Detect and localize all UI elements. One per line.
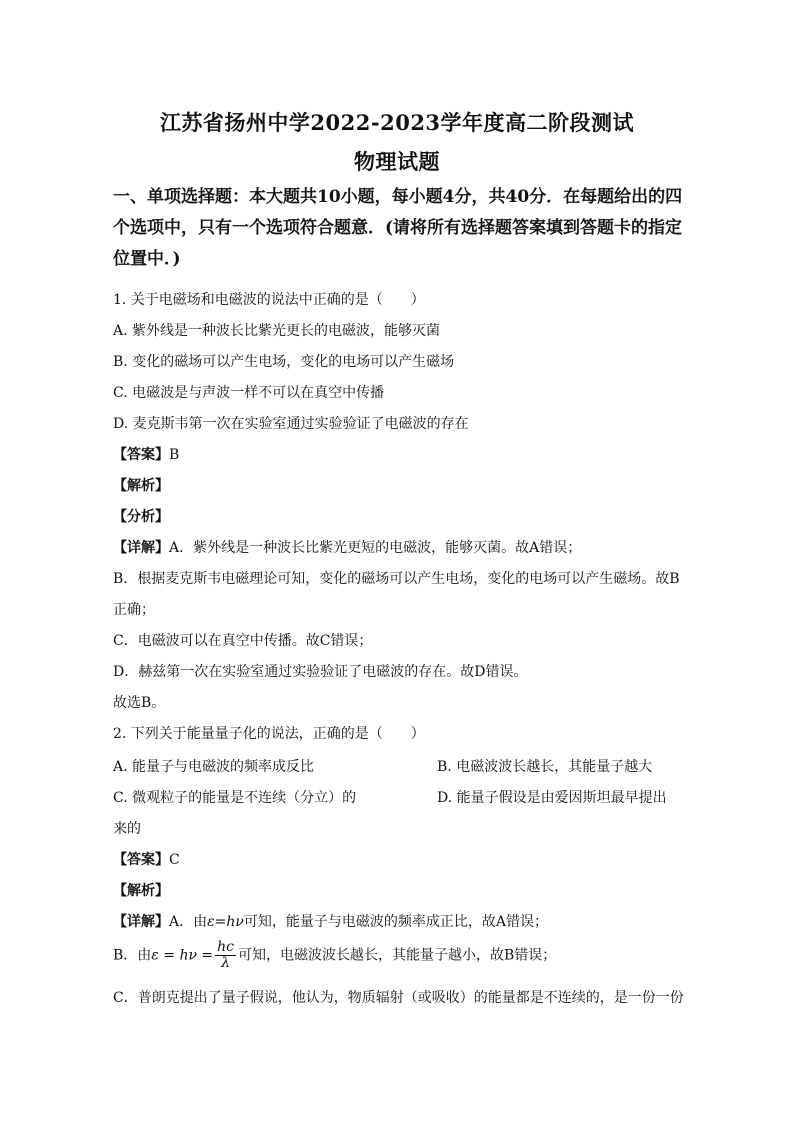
fraction-numerator: hc bbox=[217, 939, 235, 955]
q1-option-d: D. 麦克斯韦第一次在实验室通过实验验证了电磁波的存在 bbox=[113, 416, 469, 432]
q2-option-a: A. 能量子与电磁波的频率成反比 bbox=[113, 759, 315, 775]
q2-detail-b-pre: B．由 bbox=[113, 947, 152, 964]
q2-detail-b-post: 可知，电磁波波长越长，其能量子越小，故B错误； bbox=[238, 947, 557, 964]
q2-detail-c: C．普朗克提出了量子假说，他认为，物质辐射（或吸收）的能量都是不连续的，是一份一份 bbox=[113, 990, 684, 1006]
q1-detail-a bbox=[113, 537, 581, 557]
q2-detail-a-formula: ε=hν bbox=[207, 914, 244, 930]
q2-option-d: D. 能量子假设是由爱因斯坦最早提出 bbox=[437, 790, 667, 806]
q1-option-c: C. 电磁波是与声波一样不可以在真空中传播 bbox=[113, 385, 385, 401]
q1-detail-c: C．电磁波可以在真空中传播。故C错误； bbox=[113, 633, 373, 649]
q2-detail-tag: 【详解】 bbox=[113, 914, 169, 930]
q2-answer-value: C bbox=[169, 852, 180, 868]
exam-subtitle: 物理试题 bbox=[354, 149, 440, 174]
q1-detail-b-line1: B．根据麦克斯韦电磁理论可知，变化的磁场可以产生电场，变化的电场可以产生磁场。故B bbox=[113, 571, 680, 587]
q2-detail-b bbox=[113, 940, 556, 971]
q2-detail-a-post: 可知，能量子与电磁波的频率成正比，故A错误； bbox=[243, 914, 549, 930]
fraction-denominator: λ bbox=[221, 955, 231, 971]
q2-answer bbox=[113, 849, 180, 869]
q1-detail-d: D．赫兹第一次在实验室通过实验验证了电磁波的存在。故D错误。 bbox=[113, 664, 528, 680]
q1-analysis-tag: 【解析】 bbox=[113, 478, 169, 494]
q1-stem: 1. 关于电磁场和电磁波的说法中正确的是（ ） bbox=[113, 292, 425, 308]
exam-title: 江苏省扬州中学2022-2023学年度高二阶段测试 bbox=[159, 110, 635, 135]
q2-detail-b-formula: ε = hν = bbox=[151, 947, 214, 964]
q2-option-b: B. 电磁波波长越长，其能量子越大 bbox=[437, 759, 653, 775]
q1-fenxi-tag: 【分析】 bbox=[113, 509, 169, 525]
q2-option-d-cont: 来的 bbox=[113, 821, 141, 837]
section-heading: 一、单项选择题：本大题共10小题，每小题4分，共40分．在每题给出的四个选项中，只有一个选项符合题意．(请将所有选择题答案填到答题卡的指定位置中．) bbox=[113, 187, 683, 269]
q2-detail-b-fraction bbox=[215, 940, 236, 971]
q1-answer bbox=[113, 444, 179, 464]
q2-option-c: C. 微观粒子的能量是不连续（分立）的 bbox=[113, 790, 357, 806]
q2-detail-a-pre: A．由 bbox=[169, 914, 208, 930]
q1-answer-value: B bbox=[169, 447, 180, 463]
q1-answer-tag: 【答案】 bbox=[113, 447, 169, 463]
q2-answer-tag: 【答案】 bbox=[113, 852, 169, 868]
q1-detail-b-line2: 正确； bbox=[113, 602, 155, 618]
q2-stem: 2. 下列关于能量量子化的说法，正确的是（ ） bbox=[113, 726, 425, 742]
q1-option-b: B. 变化的磁场可以产生电场，变化的电场可以产生磁场 bbox=[113, 354, 455, 370]
q1-conclusion: 故选B。 bbox=[113, 695, 166, 711]
q1-detail-tag: 【详解】 bbox=[113, 540, 169, 556]
q2-analysis-tag: 【解析】 bbox=[113, 883, 169, 899]
q2-detail-a bbox=[113, 911, 548, 931]
q1-option-a: A. 紫外线是一种波长比紫光更长的电磁波，能够灭菌 bbox=[113, 323, 441, 339]
q1-detail-a-text: A．紫外线是一种波长比紫光更短的电磁波，能够灭菌。故A错误； bbox=[169, 540, 582, 556]
